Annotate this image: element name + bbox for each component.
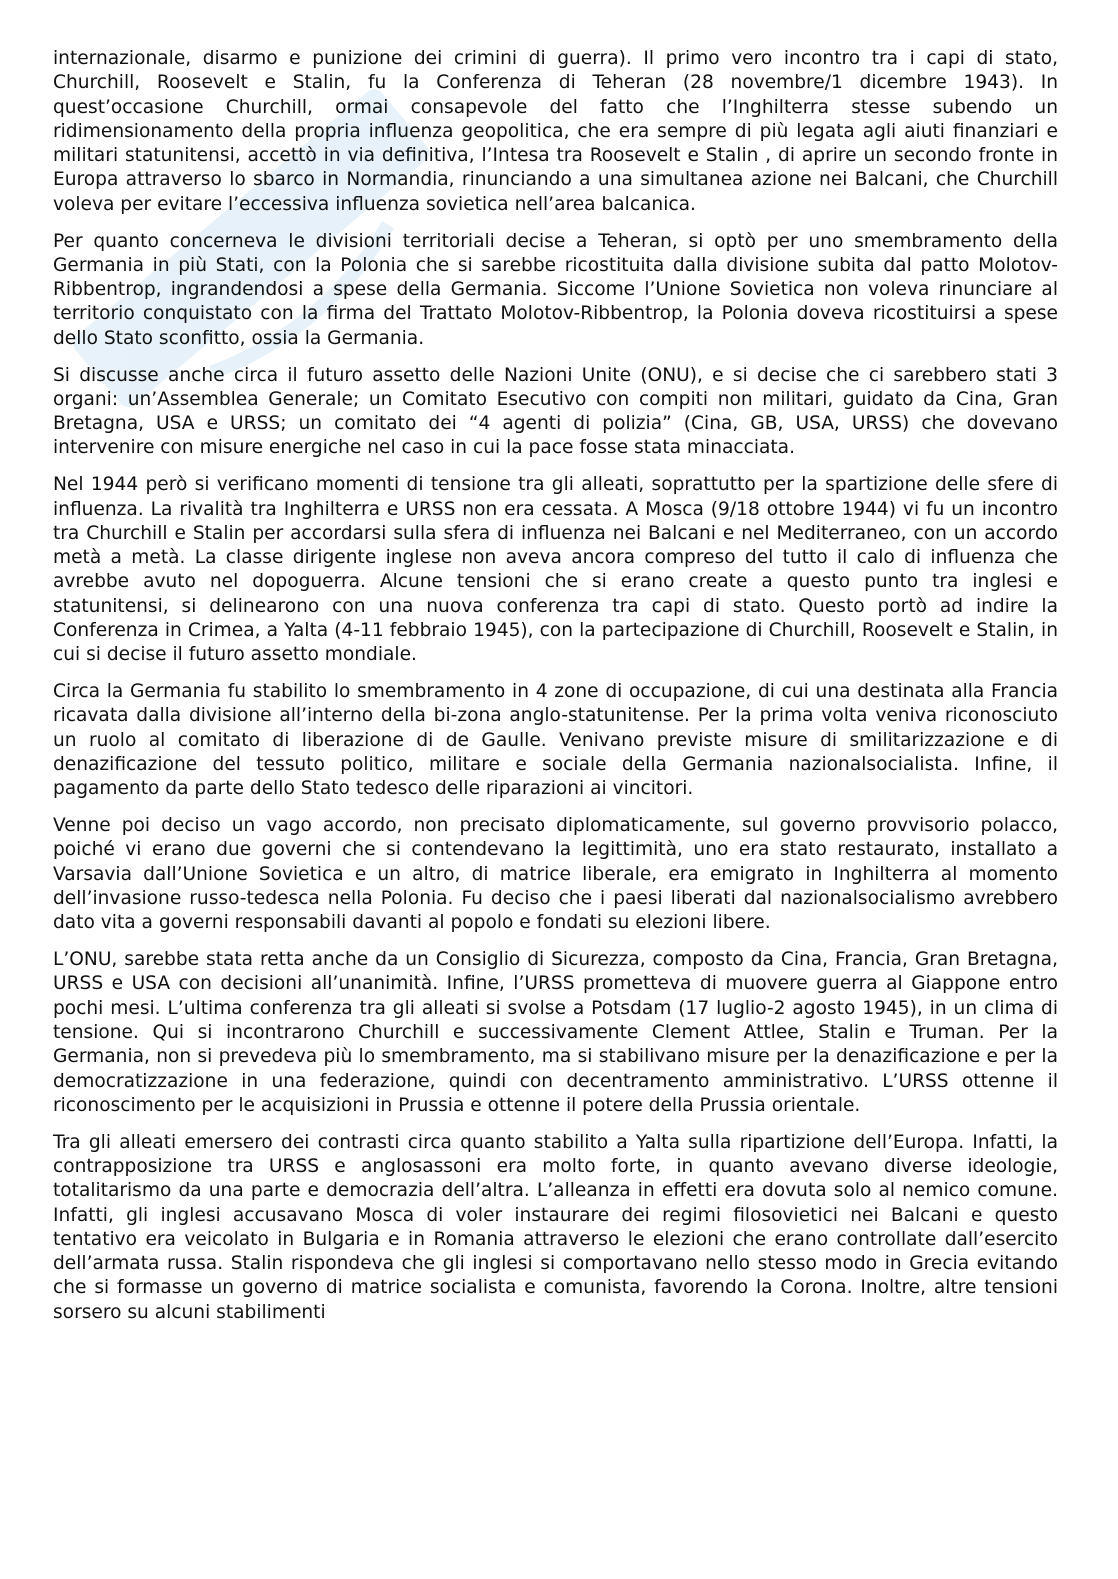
document-body <box>53 47 1058 1338</box>
paragraph-teheran: internazionale, disarmo e punizione dei crimini di guerra). Il primo vero incontro tra i capi di stato, Churchill, Roosevelt e Stalin, fu la Conferenza di Teheran (28 novembre/1 dicembre 1943). In quest’occasione Churchill, ormai consapevole del fatto che l’Inghilterra stesse subendo un ridimensionamento della propria influenza geopolitica, che era sempre di più legata agli aiuti finanziari e militari statunitensi, accettò in via definitiva, l’Intesa tra Roosevelt e Stalin , di aprire un secondo fronte in Europa attraverso lo sbarco in Normandia, rinunciando a una simultanea azione nei Balcani, che Churchill voleva per evitare l’eccessiva influenza sovietica nell’area balcanica. <box>53 48 1058 215</box>
paragraph-united-nations: Si discusse anche circa il futuro assetto delle Nazioni Unite (ONU), e si decise che ci sarebbero stati 3 organi: un’Assemblea Generale; un Comitato Esecutivo con compiti non militari, guidato da Cina, Gran Bretagna, USA e URSS; un comitato dei “4 agenti di polizia” (Cina, GB, USA, URSS) che dovevano intervenire con misure energiche nel caso in cui la pace fosse stata minacciata. <box>53 364 1058 459</box>
paragraph-germany-zones: Circa la Germania fu stabilito lo smembramento in 4 zone di occupazione, di cui una destinata alla Francia ricavata dalla divisione all’interno della bi-zona anglo-statunitense. Per la prima volta veniva riconosciuto un ruolo al comitato di liberazione di de Gaulle. Venivano previste misure di smilitarizzazione e di denazificazione del tessuto politico, militare e sociale della Germania nazionalsocialista. Infine, il pagamento da parte dello Stato tedesco delle riparazioni ai vincitori. <box>53 681 1058 800</box>
paragraph-potsdam: L’ONU, sarebbe stata retta anche da un Consiglio di Sicurezza, composto da Cina, Francia, Gran Bretagna, URSS e USA con decisioni all’unanimità. Infine, l’URSS prometteva di muovere guerra al Giappone entro pochi mesi. L’ultima conferenza tra gli alleati si svolse a Potsdam (17 luglio-2 agosto 1945), in un clima di tensione. Qui si incontrarono Churchill e successivamente Clement Attlee, Stalin e Truman. Per la Germania, non si prevedeva più lo smembramento, ma si stabilivano misure per la denazificazione e per la democratizzazione in una federazione, quindi con decentramento amministrativo. L’URSS ottenne il riconoscimento per le acquisizioni in Prussia e ottenne il potere della Prussia orientale. <box>53 949 1058 1116</box>
paragraph-polish-government: Venne poi deciso un vago accordo, non precisato diplomaticamente, sul governo provvisorio polacco, poiché vi erano due governi che si contendevano la legittimità, uno era stato restaurato, installato a Varsavia dall’Unione Sovietica e un altro, di matrice liberale, era emigrato in Inghilterra al momento dell’invasione russo-tedesca nella Polonia. Fu deciso che i paesi liberati dal nazionalsocialismo avrebbero dato vita a governi responsabili davanti al popolo e fondati su elezioni libere. <box>53 815 1058 934</box>
paragraph-1944-tensions: Nel 1944 però si verificano momenti di tensione tra gli alleati, soprattutto per la spartizione delle sfere di influenza. La rivalità tra Inghilterra e URSS non era cessata. A Mosca (9/18 ottobre 1944) vi fu un incontro tra Churchill e Stalin per accordarsi sulla sfera di influenza nei Balcani e nel Mediterraneo, con un accordo metà a metà. La classe dirigente inglese non aveva ancora compreso del tutto il calo di influenza che avrebbe avuto nel dopoguerra. Alcune tensioni che si erano create a questo punto tra inglesi e statunitensi, si delinearono con una nuova conferenza tra capi di stato. Questo portò ad indire la Conferenza in Crimea, a Yalta (4-11 febbraio 1945), con la partecipazione di Churchill, Roosevelt e Stalin, in cui si decise il futuro assetto mondiale. <box>53 474 1058 666</box>
paragraph-territorial-divisions: Per quanto concerneva le divisioni territoriali decise a Teheran, si optò per uno smembramento della Germania in più Stati, con la Polonia che si sarebbe ricostituita dalla divisione subita dal patto Molotov-Ribbentrop, ingrandendosi a spese della Germania. Siccome l’Unione Sovietica non voleva rinunciare al territorio conquistato con la firma del Trattato Molotov-Ribbentrop, la Polonia doveva ricostituirsi a spese dello Stato sconfitto, ossia la Germania. <box>53 230 1058 349</box>
paragraph-allied-contrasts: Tra gli alleati emersero dei contrasti circa quanto stabilito a Yalta sulla ripartizione dell’Europa. Infatti, la contrapposizione tra URSS e anglosassoni era molto forte, in quanto avevano diverse ideologie, totalitarismo da una parte e democrazia dell’altra. L’alleanza in effetti era dovuta solo al nemico comune. Infatti, gli inglesi accusavano Mosca di voler instaurare dei regimi filosovietici nei Balcani e questo tentativo era veicolato in Bulgaria e in Romania attraverso le elezioni che erano controllate dall’esercito dell’armata russa. Stalin rispondeva che gli inglesi si comportavano nello stesso modo in Grecia evitando che si formasse un governo di matrice socialista e comunista, favorendo la Corona. Inoltre, altre tensioni sorsero su alcuni stabilimenti <box>53 1131 1058 1323</box>
